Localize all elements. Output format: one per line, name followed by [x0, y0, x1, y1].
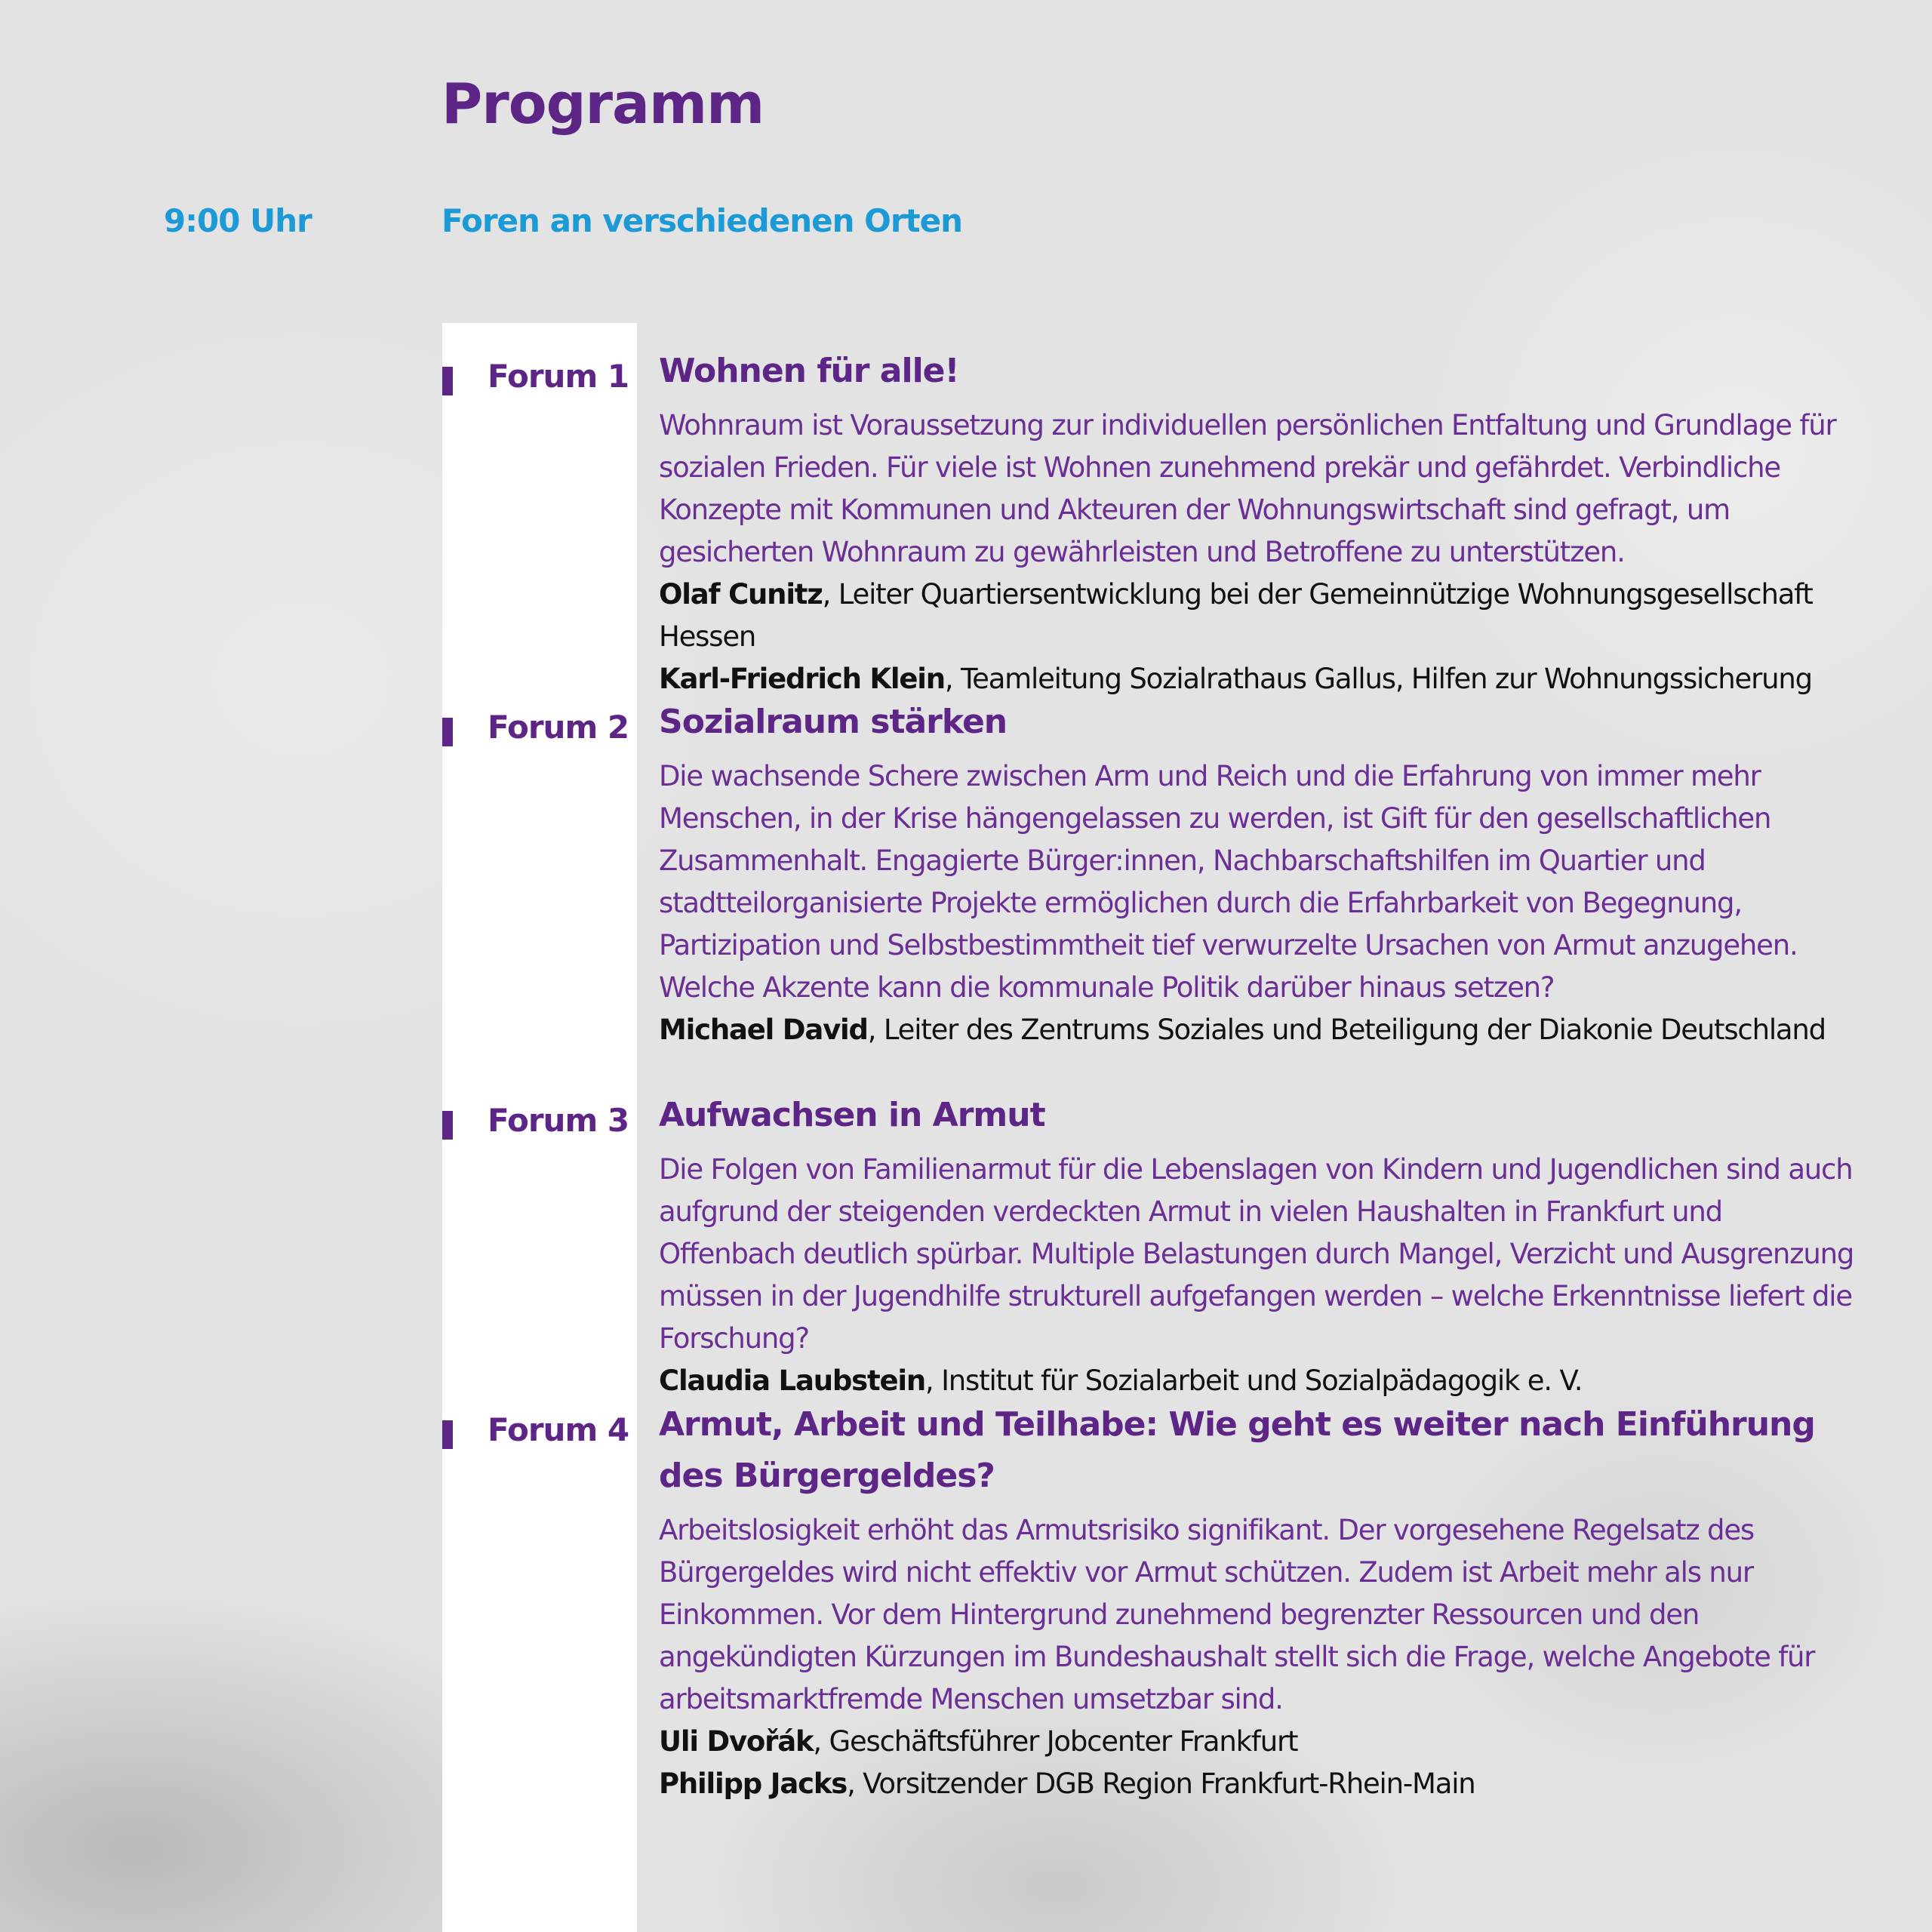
speaker [659, 658, 1866, 700]
speaker-name: Michael David [659, 1014, 868, 1046]
speaker-role: , Teamleitung Sozialrathaus Gallus, Hilfen zur Wohnungssicherung [944, 663, 1812, 695]
speaker-name: Uli Dvořák [659, 1725, 814, 1758]
speaker-role: , Leiter Quartiersentwicklung bei der Gemeinnützige Wohnungsgesellschaft Hessen [659, 578, 1813, 653]
speaker [659, 1763, 1866, 1805]
page-title: Programm [441, 72, 764, 137]
speaker-name: Claudia Laubstein [659, 1364, 925, 1397]
forum-label: Forum 3 [488, 1102, 629, 1139]
speaker-role: , Geschäftsführer Jobcenter Frankfurt [813, 1725, 1298, 1758]
forum-content [659, 1090, 1866, 1402]
forum-marker [442, 367, 453, 395]
forum-content [659, 697, 1866, 1051]
forum-label: Forum 4 [488, 1411, 629, 1448]
forum-description: Die Folgen von Familienarmut für die Lebenslagen von Kindern und Jugendlichen sind auch aufgrund der steigenden verdeckten Armut in vielen Haushalten in Frankfurt und Offenbach deutlich spürbar. Multiple Belastungen durch Mangel, Verzicht und Ausgrenzung müssen in der Jugendhilfe strukturell aufgefangen werden – welche Erkenntnisse liefert die Forschung? [659, 1153, 1854, 1355]
forum-description: Die wachsende Schere zwischen Arm und Reich und die Erfahrung von immer mehr Menschen, in der Krise hängengelassen zu werden, ist Gift für den gesellschaftlichen Zusammenhalt. Engagierte Bürger:innen, Nachbarschaftshilfen im Quartier und stadtteilorganisierte Projekte ermöglichen durch die Erfahrbarkeit von Begegnung, Partizipation und Selbstbestimmtheit tief verwurzelte Ursachen von Armut anzugehen. Welche Akzente kann die kommunale Politik darüber hinaus setzen? [659, 760, 1798, 1004]
forum-description: Arbeitslosigkeit erhöht das Armutsrisiko signifikant. Der vorgesehene Regelsatz des Bürgergeldes wird nicht effektiv vor Armut schützen. Zudem ist Arbeit mehr als nur Einkommen. Vor dem Hintergrund zunehmend begrenzter Ressourcen und den angekündigten Kürzungen im Bundeshaushalt stellt sich die Frage, welche Angebote für arbeitsmarktfremde Menschen umsetzbar sind. [659, 1514, 1815, 1715]
speaker-role: , Leiter des Zentrums Soziales und Beteiligung der Diakonie Deutschland [867, 1014, 1826, 1046]
forum-title: Sozialraum stärken [659, 703, 1008, 741]
speaker [659, 1360, 1866, 1402]
speaker-name: Olaf Cunitz [659, 578, 823, 611]
forum-title: Aufwachsen in Armut [659, 1096, 1045, 1134]
speaker-name: Philipp Jacks [659, 1767, 848, 1800]
speaker [659, 1009, 1866, 1051]
forum-content [659, 1399, 1866, 1805]
speaker [659, 574, 1866, 658]
forum-content [659, 346, 1866, 700]
forum-marker [442, 718, 453, 746]
forum-label: Forum 2 [488, 709, 629, 746]
speaker-role: , Vorsitzender DGB Region Frankfurt-Rhein-Main [847, 1767, 1475, 1800]
speaker-name: Karl-Friedrich Klein [659, 663, 945, 695]
forum-description: Wohnraum ist Voraussetzung zur individuellen persönlichen Entfaltung und Grundlage für sozialen Frieden. Für viele ist Wohnen zunehmend prekär und gefährdet. Verbindliche Konzepte mit Kommunen und Akteuren der Wohnungswirtschaft sind gefragt, um gesicherten Wohnraum zu gewährleisten und Betroffene zu unterstützen. [659, 409, 1836, 568]
forum-marker [442, 1420, 453, 1449]
forum-label: Forum 1 [488, 358, 629, 395]
session-time: 9:00 Uhr [164, 202, 312, 239]
speaker-role: , Institut für Sozialarbeit und Sozialpädagogik e. V. [924, 1364, 1583, 1397]
session-subtitle: Foren an verschiedenen Orten [441, 202, 963, 239]
forum-title: Wohnen für alle! [659, 352, 959, 390]
forum-title: Armut, Arbeit und Teilhabe: Wie geht es weiter nach Einführung des Bürgergeldes? [659, 1405, 1815, 1495]
forum-marker [442, 1111, 453, 1140]
speaker [659, 1721, 1866, 1763]
